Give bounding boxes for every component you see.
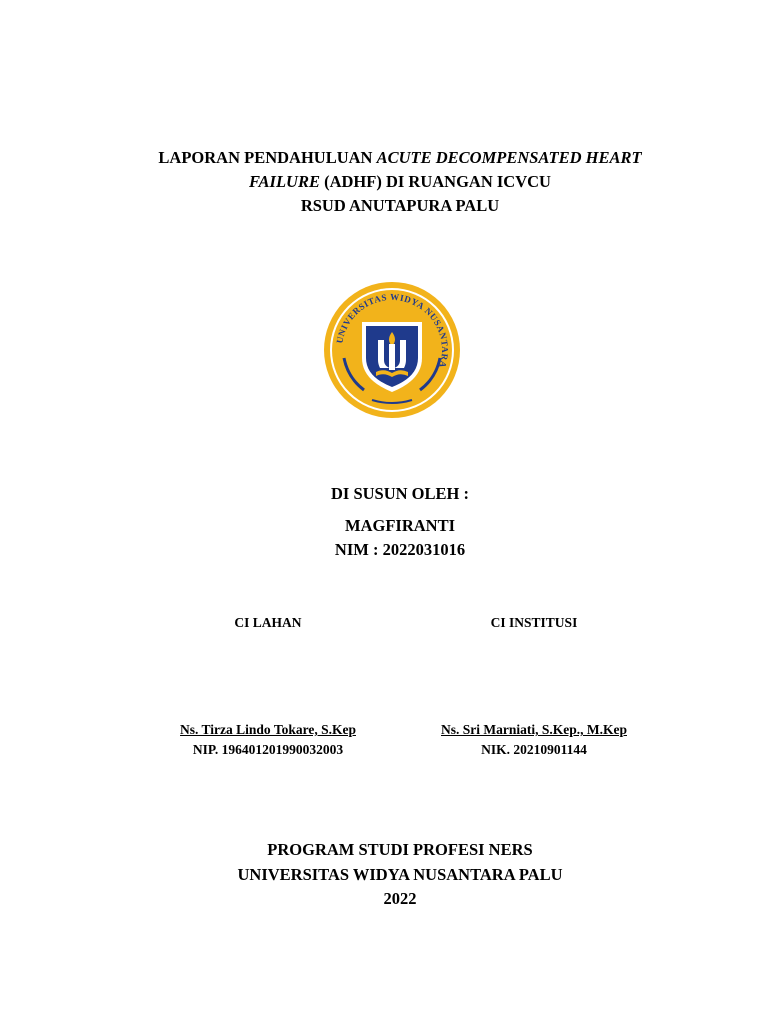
title-italic-1: ACUTE DECOMPENSATED HEART: [376, 148, 642, 167]
seal-ring-text: UNIVERSITAS WIDYA NUSANTARA: [334, 291, 451, 370]
right-role: CI INSTITUSI: [490, 615, 578, 630]
university-seal-icon: [322, 280, 462, 420]
title-italic-2: FAILURE: [249, 172, 320, 191]
report-title: [100, 146, 700, 218]
footer-program: PROGRAM STUDI PROFESI NERS: [267, 840, 533, 859]
left-supervisor-id: NIP. 196401201990032003: [192, 742, 344, 757]
author-label: DI SUSUN OLEH :: [331, 484, 469, 503]
right-supervisor: [404, 720, 664, 760]
title-rest: (ADHF) DI RUANGAN ICVCU: [319, 172, 551, 191]
author-nim: NIM : 2022031016: [334, 540, 466, 559]
seal-graphic: [322, 280, 462, 420]
left-role: CI LAHAN: [234, 615, 302, 630]
right-supervisor-id: NIK. 20210901144: [481, 742, 587, 757]
title-prefix: LAPORAN PENDAHULUAN: [158, 148, 377, 167]
footer: [150, 838, 650, 912]
left-supervisor: [138, 720, 398, 760]
author-name: MAGFIRANTI: [345, 516, 455, 535]
footer-year: 2022: [383, 889, 417, 908]
left-supervisor-name: Ns. Tirza Lindo Tokare, S.Kep: [180, 722, 356, 737]
footer-university: UNIVERSITAS WIDYA NUSANTARA PALU: [237, 864, 563, 884]
title-line-1: [100, 146, 700, 170]
title-line-3: RSUD ANUTAPURA PALU: [300, 196, 500, 215]
right-supervisor-name: Ns. Sri Marniati, S.Kep., M.Kep: [441, 722, 627, 737]
title-line-2: [100, 170, 700, 194]
